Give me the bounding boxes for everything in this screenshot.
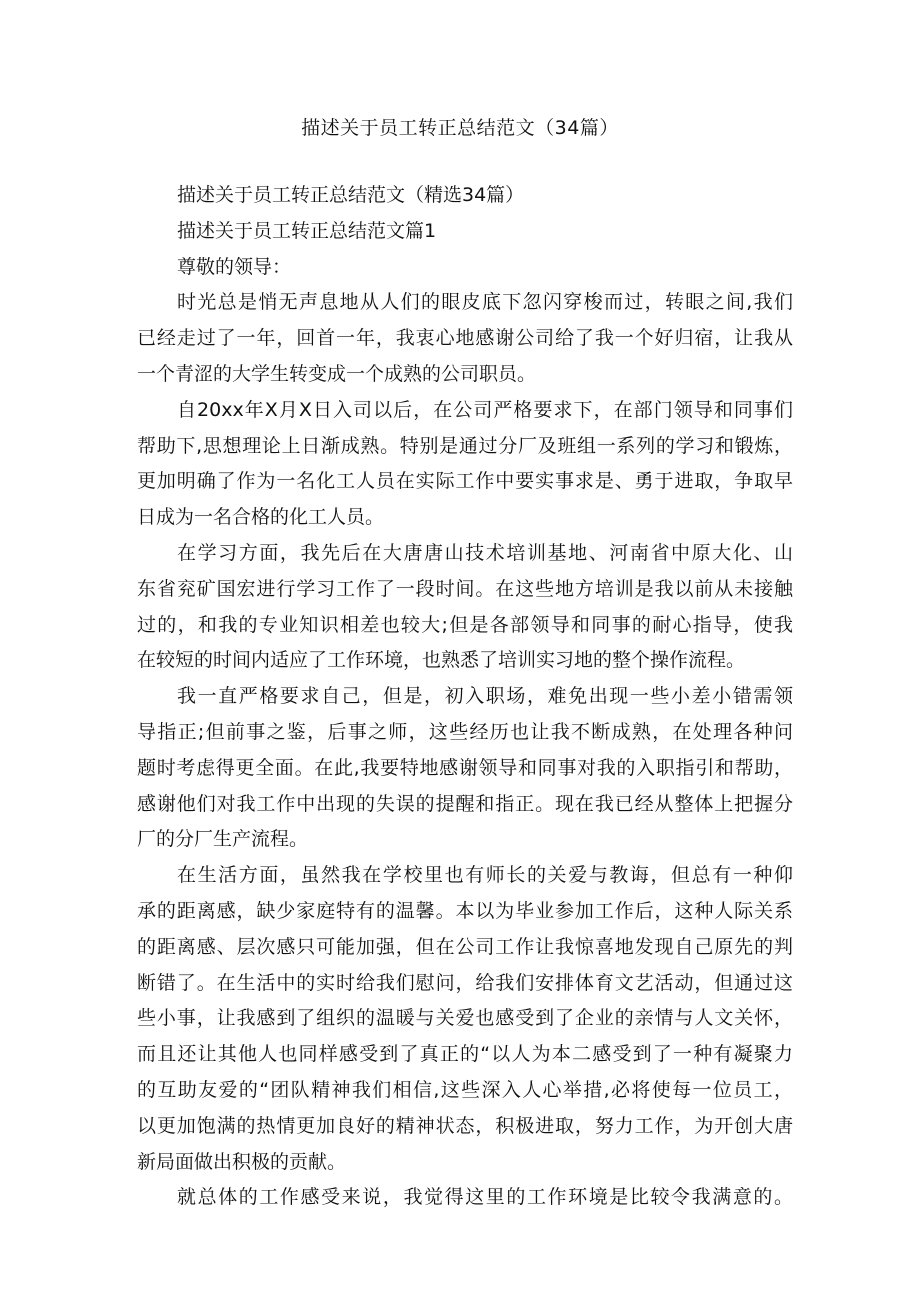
document-line: 描述关于员工转正总结范文篇1 [177,219,437,242]
document-line: 断错了。在生活中的实时给我们慰问，给我们安排体育文艺活动，但通过这 [137,971,793,994]
document-line: 就总体的工作感受来说，我觉得这里的工作环境是比较令我满意的。 [177,1186,793,1209]
document-line: 导指正;但前事之鉴，后事之师，这些经历也让我不断成熟，在处理各种问 [137,720,793,743]
document-line: 的距离感、层次感只可能加强，但在公司工作让我惊喜地发现自己原先的判 [137,935,793,958]
document-line: 尊敬的领导： [177,255,292,278]
document-line: 更加明确了作为一名化工人员在实际工作中要实事求是、勇于进取，争取早 [137,470,793,493]
document-line: 时光总是悄无声息地从人们的眼皮底下忽闪穿梭而过，转眼之间,我们 [177,291,793,314]
document-line: 感谢他们对我工作中出现的失误的提醒和指正。现在我已经从整体上把握分 [137,792,793,815]
document-body [137,178,793,1216]
document-line: 描述关于员工转正总结范文（精选34篇） [177,184,525,206]
document-line: 日成为一名合格的化工人员。 [137,506,385,529]
document-line: 在较短的时间内适应了工作环境，也熟悉了培训实习地的整个操作流程。 [137,649,746,672]
document-line: 厂的分厂生产流程。 [137,828,309,851]
document-line: 以更加饱满的热情更加良好的精神状态，积极进取，努力工作，为开创大唐 [137,1114,793,1137]
document-line: 帮助下,思想理论上日渐成熟。特别是通过分厂及班组一系列的学习和锻炼， [137,434,793,457]
document-line: 在学习方面，我先后在大唐唐山技术培训基地、河南省中原大化、山 [177,541,793,564]
document-line: 过的，和我的专业知识相差也较大;但是各部领导和同事的耐心指导，使我 [137,613,793,636]
document-line: 些小事，让我感到了组织的温暖与关爱也感受到了企业的亲情与人文关怀， [137,1007,793,1030]
document-line: 我一直严格要求自己，但是，初入职场，难免出现一些小差小错需领 [177,685,793,708]
document-line: 的互助友爱的“团队精神我们相信,这些深入人心举措,必将使每一位员工， [137,1078,793,1101]
document-line: 承的距离感，缺少家庭特有的温馨。本以为毕业参加工作后，这种人际关系 [137,899,793,922]
document-title: 描述关于员工转正总结范文（34篇） [301,117,619,139]
document-line: 而且还让其他人也同样感受到了真正的“以人为本二感受到了一种有凝聚力 [137,1043,793,1066]
document-line: 题时考虑得更全面。在此,我要特地感谢领导和同事对我的入职指引和帮助， [137,756,793,779]
document-line: 自20xx年X月X日入司以后，在公司严格要求下，在部门领导和同事们 [177,398,793,421]
document-line: 在生活方面，虽然我在学校里也有师长的关爱与教诲，但总有一种仰 [177,864,793,887]
document-line: 东省兖矿国宏进行学习工作了一段时间。在这些地方培训是我以前从未接触 [137,577,793,600]
document-line: 新局面做出积极的贡献。 [137,1150,347,1173]
document-line: 一个青涩的大学生转变成一个成熟的公司职员。 [137,362,537,385]
document-line: 已经走过了一年，回首一年，我衷心地感谢公司给了我一个好归宿，让我从 [137,327,793,350]
